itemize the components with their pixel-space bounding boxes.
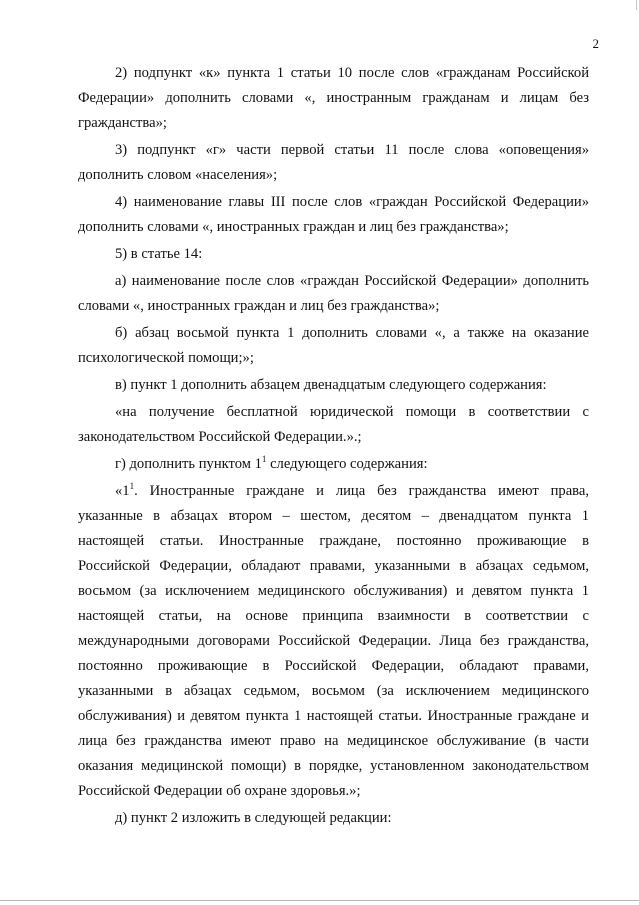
scan-bottom-line xyxy=(0,900,639,901)
text-line-continuation: . Иностранные граждане и лица без гражданства имеют права, xyxy=(134,483,589,499)
text-line-content: настоящей статьи. Иностранные граждане, постоянно проживающие в xyxy=(78,533,589,549)
text-line xyxy=(78,294,589,319)
text-line xyxy=(78,704,589,729)
text-line-content: 5) в статье 14: xyxy=(115,246,203,262)
text-line-content: словами «, иностранных граждан и лиц без гражданства»; xyxy=(78,298,440,314)
text-line-content: дополнить словами «, иностранных граждан и лиц без гражданства»; xyxy=(78,219,509,235)
text-line-content: оказания медицинской помощи) в порядке, установленном законодательством xyxy=(78,758,589,774)
text-line-content: международными договорами Российской Федерации. Лица без гражданства, xyxy=(78,633,589,649)
text-line-content: дополнить словом «населения»; xyxy=(78,167,278,183)
text-line xyxy=(78,373,589,398)
text-line-content: «1 xyxy=(115,483,130,499)
text-line xyxy=(78,215,589,240)
text-line-content: постоянно проживающие в Российской Федерации, обладают правами, xyxy=(78,658,589,674)
text-line-content: 4) наименование главы III после слов «граждан Российской Федерации» xyxy=(115,194,589,210)
text-line xyxy=(78,754,589,779)
scan-edge-mark xyxy=(636,0,637,10)
text-line-content: б) абзац восьмой пункта 1 дополнить словами «, а также на оказание xyxy=(115,325,589,341)
text-line xyxy=(78,654,589,679)
text-line-content: 2) подпункт «к» пункта 1 статьи 10 после слов «гражданам Российской xyxy=(115,65,589,81)
text-line-content: 3) подпункт «г» части первой статьи 11 после слова «оповещения» xyxy=(115,142,589,158)
text-line-content: г) дополнить пунктом 1 xyxy=(115,456,262,472)
document-body xyxy=(78,61,589,831)
text-line xyxy=(78,242,589,267)
text-line xyxy=(78,529,589,554)
text-line xyxy=(78,554,589,579)
text-line xyxy=(78,679,589,704)
text-line-content: гражданства»; xyxy=(78,115,167,131)
text-line-content: указанными в абзацах седьмом, восьмом (за исключением медицинского xyxy=(78,683,589,699)
text-line-content: а) наименование после слов «граждан Российской Федерации» дополнить xyxy=(115,273,589,289)
text-line-content: восьмом (за исключением медицинского обслуживания) и девятом пункта 1 xyxy=(78,583,589,599)
text-line-continuation: следующего содержания: xyxy=(266,456,428,472)
text-line xyxy=(78,479,589,504)
text-line-content: д) пункт 2 изложить в следующей редакции: xyxy=(115,810,392,826)
text-line xyxy=(78,504,589,529)
text-line xyxy=(78,629,589,654)
text-line xyxy=(78,400,589,425)
text-line xyxy=(78,321,589,346)
text-line xyxy=(78,425,589,450)
text-line-content: лица без гражданства имеют право на медицинское обслуживание (в части xyxy=(78,733,589,749)
text-line-content: «на получение бесплатной юридической помощи в соответствии с xyxy=(115,404,589,420)
text-line xyxy=(78,138,589,163)
text-line-content: Федерации» дополнить словами «, иностранным гражданам и лицам без xyxy=(78,90,589,106)
text-line xyxy=(78,111,589,136)
text-line-content: указанные в абзацах втором – шестом, десятом – двенадцатом пункта 1 xyxy=(78,508,589,524)
text-line xyxy=(78,163,589,188)
text-line xyxy=(78,86,589,111)
text-line xyxy=(78,346,589,371)
text-line xyxy=(78,452,589,477)
text-line xyxy=(78,579,589,604)
page-number: 2 xyxy=(592,36,599,51)
text-line xyxy=(78,729,589,754)
text-line xyxy=(78,779,589,804)
superscript: 1 xyxy=(129,481,135,491)
text-line-content: настоящей статьи, на основе принципа взаимности в соответствии с xyxy=(78,608,589,624)
superscript: 1 xyxy=(261,454,267,464)
text-line xyxy=(78,806,589,831)
text-line xyxy=(78,269,589,294)
text-line-content: обслуживания) и девятом пункта 1 настоящей статьи. Иностранные граждане и xyxy=(78,708,589,724)
text-line-content: законодательством Российской Федерации.».; xyxy=(78,429,362,445)
text-line xyxy=(78,190,589,215)
text-line xyxy=(78,604,589,629)
text-line-content: в) пункт 1 дополнить абзацем двенадцатым следующего содержания: xyxy=(115,377,547,393)
text-line xyxy=(78,61,589,86)
text-line-content: психологической помощи;»; xyxy=(78,350,254,366)
text-line-content: Российской Федерации об охране здоровья.»; xyxy=(78,783,361,799)
text-line-content: Российской Федерации, обладают правами, указанными в абзацах седьмом, xyxy=(78,558,589,574)
